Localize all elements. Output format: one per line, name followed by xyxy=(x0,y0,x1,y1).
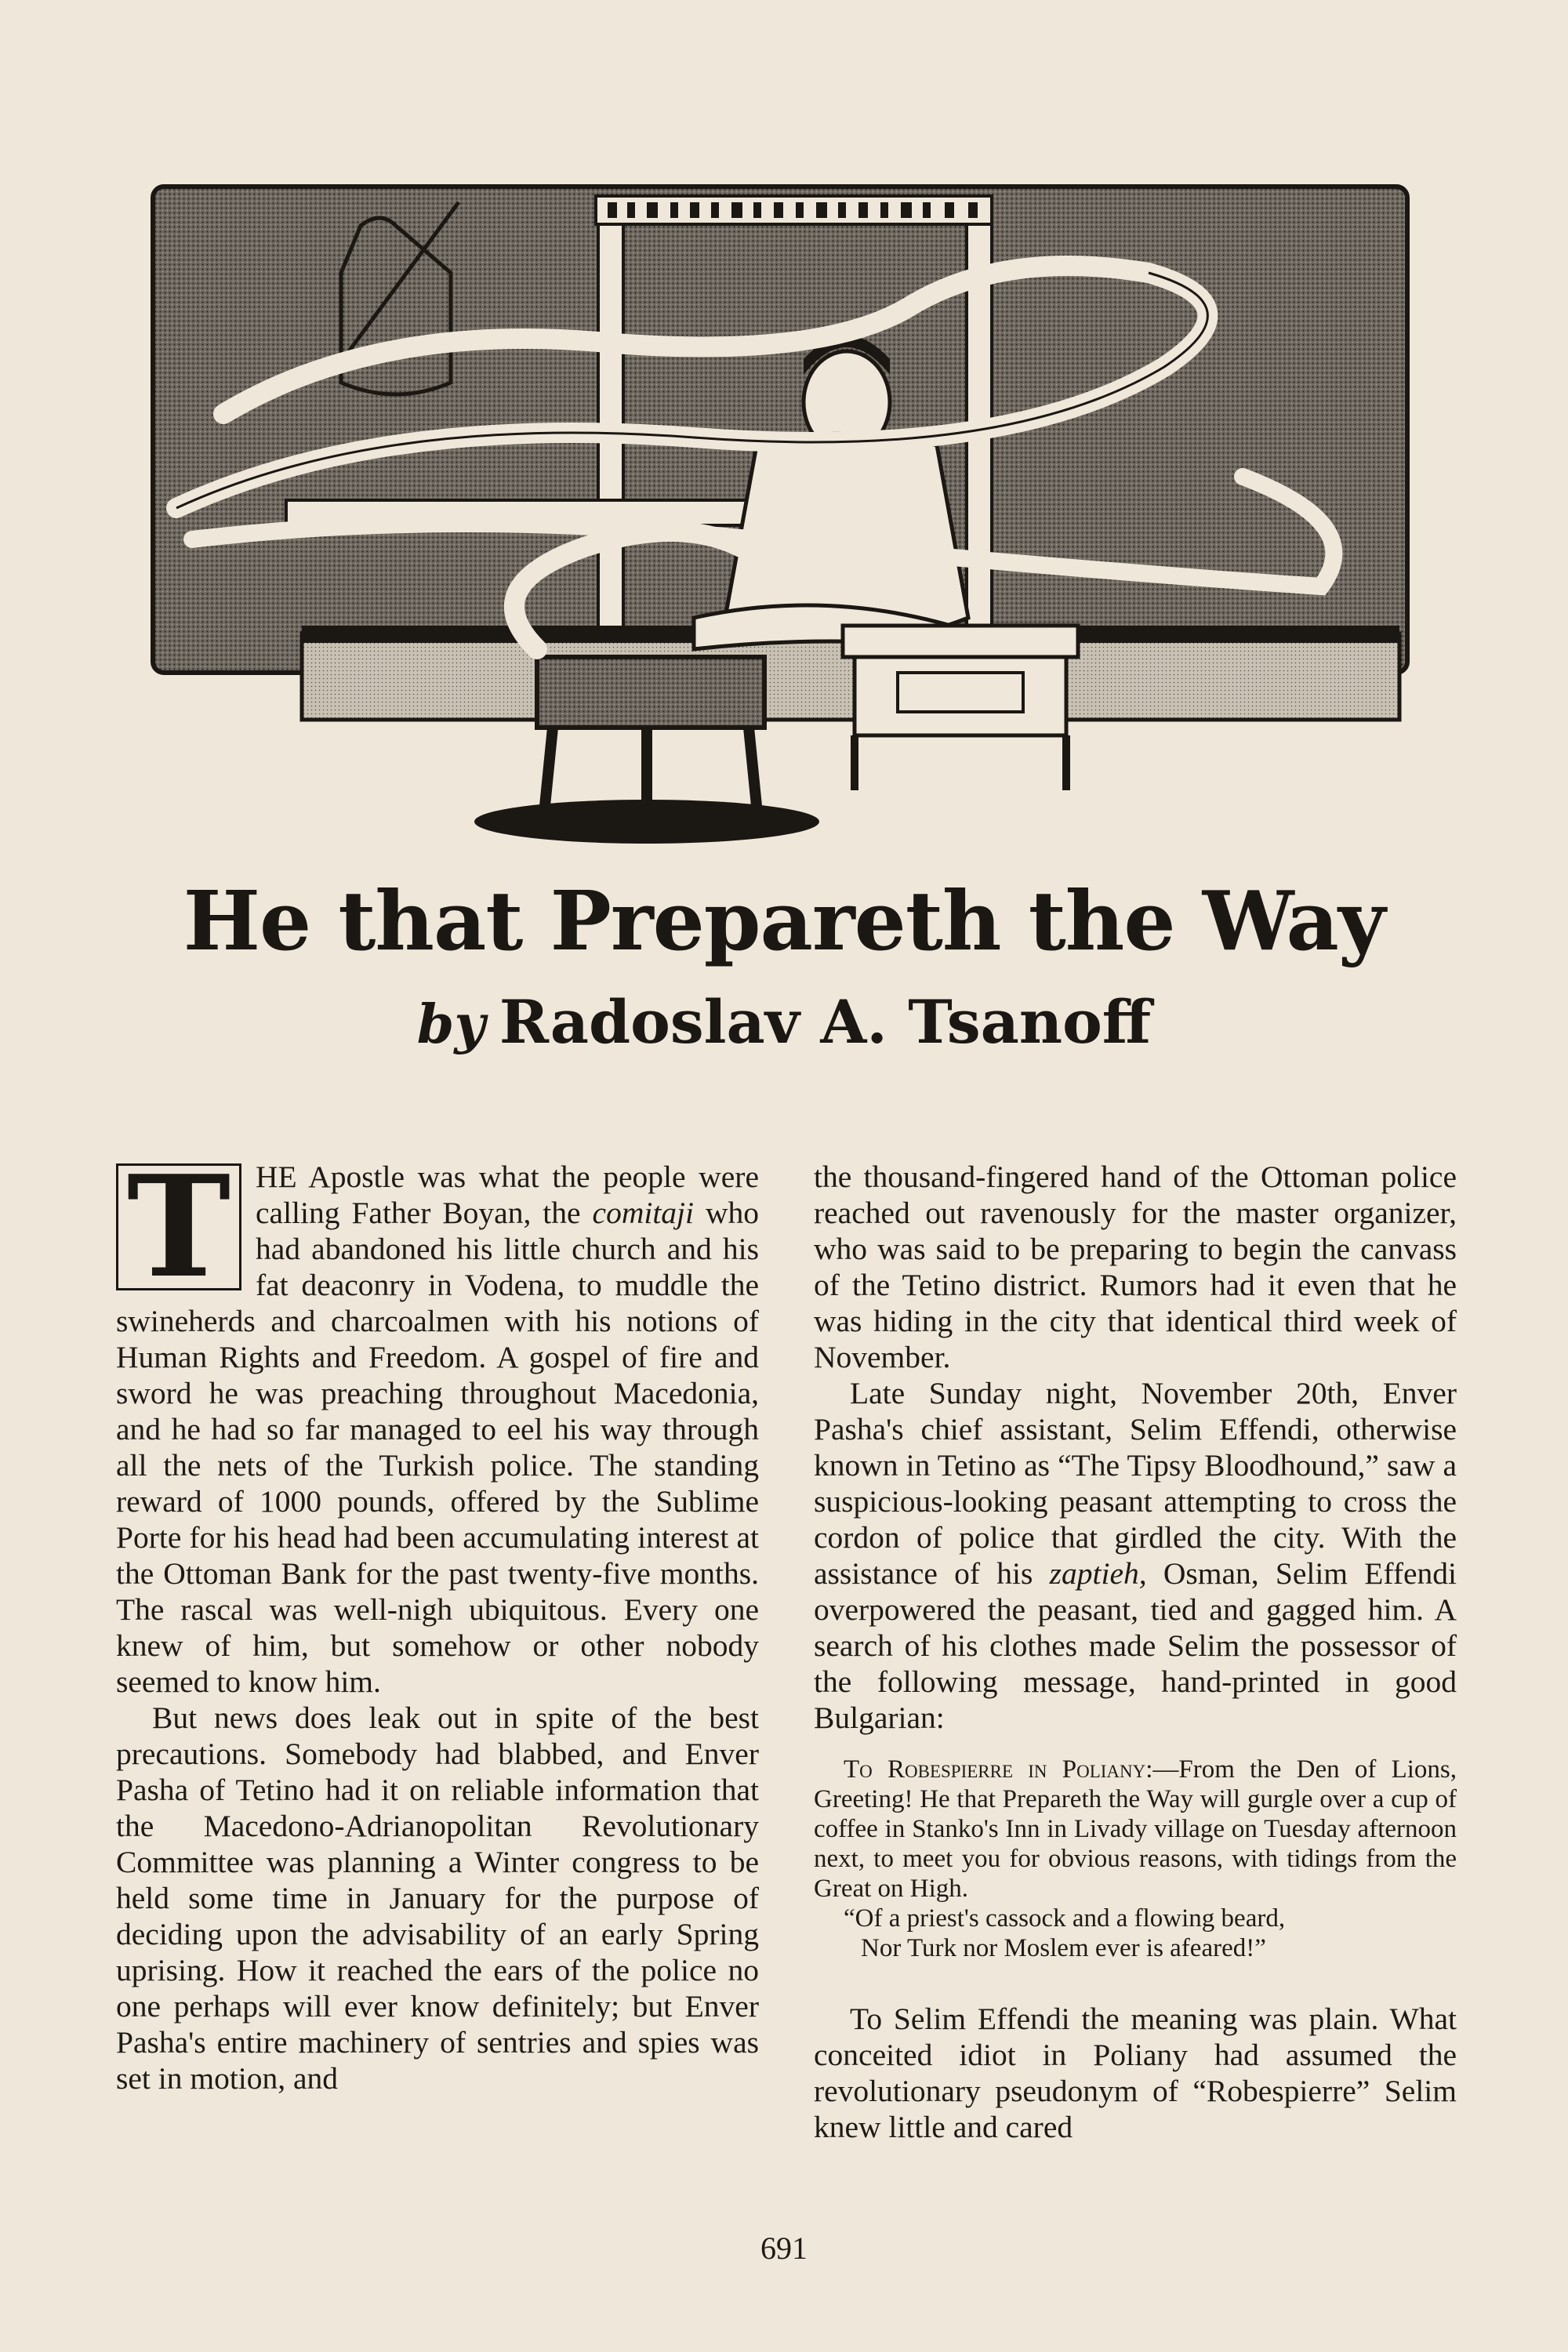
paragraph-5: To Selim Effendi the meaning was plain. What conceited idiot in Poliany had assumed the revolutionary pseudonym of “Robespierre” Selim knew little and cared xyxy=(814,2002,1457,2144)
byline xyxy=(0,989,1568,1055)
author-name: Radoslav A. Tsanoff xyxy=(499,987,1152,1057)
byline-prefix: by xyxy=(416,993,485,1056)
paragraph-2: But news does leak out in spite of the best precautions. Somebody had blabbed, and Enver Pasha of Tetino had it on reliable information that the Macedono-Adrianopolitan Revolutionary Committee was planning a Winter congress to be held some time in January for the purpose of deciding upon the advisability of an early Spring uprising. How it reached the ears of the police no one perhaps will ever know definitely; but Enver Pasha's entire machinery of sentries and spies was set in motion, and xyxy=(116,1700,759,2096)
paragraph-1-end: who had abandoned his little church and his fat deaconry in Vodena, to muddle the swineherds and charcoalmen with his notions of Human Rights and Freedom. A gospel of fire and sword he was preaching throughout Macedonia, and he had so far managed to eel his way through all the nets of the Turkish police. The standing reward of 1000 pounds, offered by the Sublime Porte for his head had been accumulating interest at the Ottoman Bank for the past twenty-five months. The rascal was well-nigh ubiquitous. Every one knew of him, but somehow or other nobody seemed to know him. xyxy=(116,1196,759,1699)
paragraph-1 xyxy=(116,1145,759,1700)
paragraph-4-text: Late Sunday night, November 20th, Enver Pasha's chief assistant, Selim Effendi, otherwise known in Tetino as “The Tipsy Bloodhound,” saw a suspicious-looking peasant attempting to cross the cordon of police that girdled the city. With the assistance of his xyxy=(814,1376,1457,1591)
article-title: He that Prepareth the Way xyxy=(183,873,1385,969)
quoted-message xyxy=(814,1755,1457,1963)
drop-cap: T xyxy=(116,1163,241,1290)
quote-body: —From the Den of Lions, Greeting! He that Prepareth the Way will gurgle over a cup of coffee in Stanko's Inn in Livady village on Tuesday afternoon next, to meet you for obvious reasons, with tidings from the Great on High. xyxy=(814,1755,1457,1903)
paragraph-4-end: Osman, Selim Effendi overpowered the peasant, tied and gagged him. A search of his clothes made Selim the possessor of the following message, hand-printed in good Bulgarian: xyxy=(814,1556,1457,1735)
column-left xyxy=(116,1145,759,2096)
paragraph-4-emphasis: zaptieh, xyxy=(1049,1556,1147,1591)
header-illustration xyxy=(145,179,1454,853)
page-number: 691 xyxy=(760,2230,808,2266)
paragraph-1-emphasis: comitaji xyxy=(592,1196,694,1230)
verse-line-1: “Of a priest's cassock and a flowing beard, xyxy=(844,1904,1286,1933)
verse-line-2: Nor Turk nor Moslem ever is afeared!” xyxy=(861,1934,1266,1962)
paragraph-1-text: HE Apostle was what the people were calling Father Boyan, the xyxy=(256,1160,759,1230)
quote-salutation: To Robespierre in Poliany: xyxy=(844,1755,1153,1784)
column-right xyxy=(814,1159,1457,2145)
paragraph-3: the thousand-fingered hand of the Ottoman police reached out ravenously for the master organizer, who was said to be preparing to begin the canvass of the Tetino district. Rumors had it even that he was hiding in the city that identical third week of November. xyxy=(814,1160,1457,1374)
paragraph-4 xyxy=(814,1375,1457,1736)
